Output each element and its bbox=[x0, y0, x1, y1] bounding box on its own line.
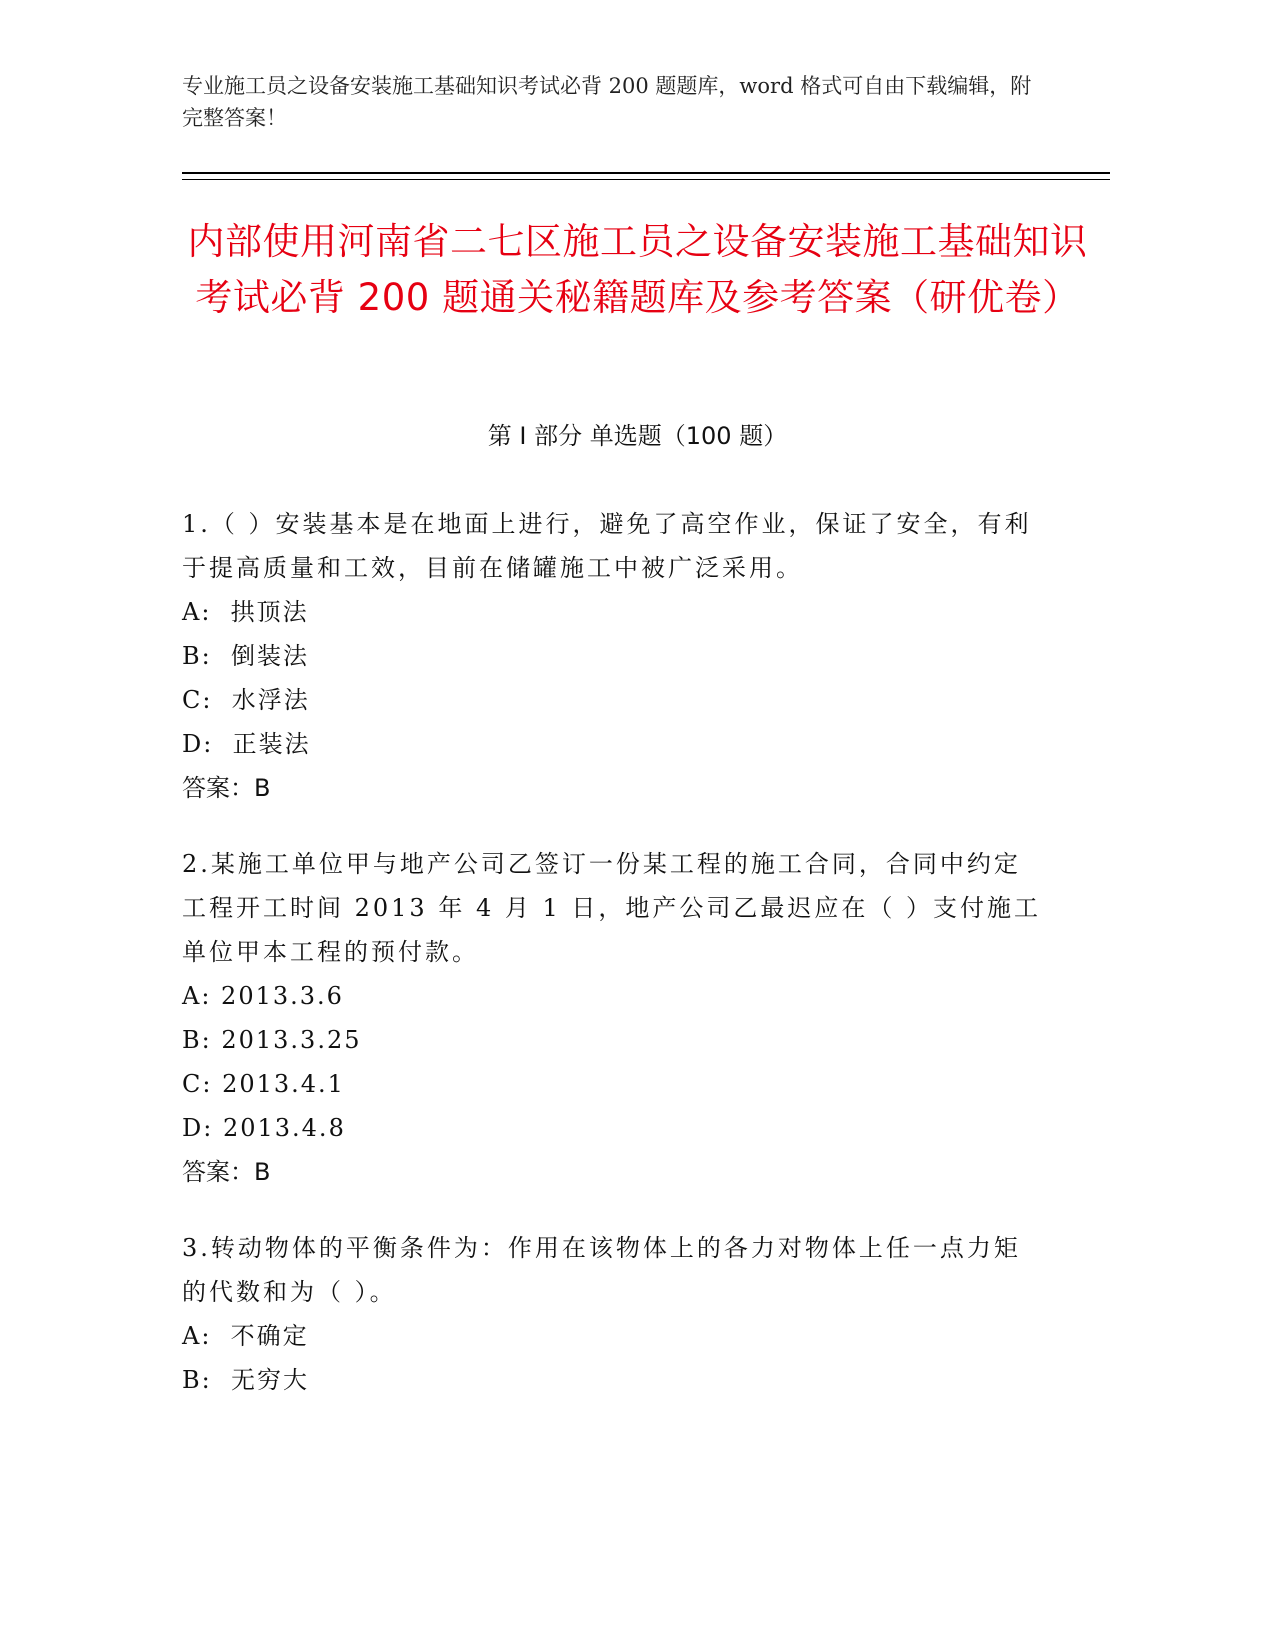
option-a: A: 不确定 bbox=[182, 1322, 309, 1350]
option-c: C: 2013.4.1 bbox=[182, 1070, 345, 1098]
question-list bbox=[182, 502, 1042, 1434]
question-stem: 1.（ ）安装基本是在地面上进行，避免了高空作业，保证了安全，有利于提高质量和工效，目前在储罐施工中被广泛采用。 bbox=[182, 510, 1032, 582]
option-c: C: 水浮法 bbox=[182, 686, 310, 714]
question-stem: 3.转动物体的平衡条件为：作用在该物体上的各力对物体上任一点力矩的代数和为（ ）。 bbox=[182, 1234, 1021, 1306]
option-b: B: 2013.3.25 bbox=[182, 1026, 362, 1054]
option-a: A: 2013.3.6 bbox=[182, 982, 344, 1010]
question-3 bbox=[182, 1226, 1042, 1402]
question-1 bbox=[182, 502, 1042, 810]
option-d: D: 2013.4.8 bbox=[182, 1114, 346, 1142]
answer-line: 答案：B bbox=[182, 774, 271, 802]
option-b: B: 无穷大 bbox=[182, 1366, 309, 1394]
document-title: 内部使用河南省二七区施工员之设备安装施工基础知识考试必背 200 题通关秘籍题库及参考答案（研优卷） bbox=[187, 220, 1088, 319]
section-heading: 第 I 部分 单选题（100 题） bbox=[487, 422, 788, 450]
question-2 bbox=[182, 842, 1042, 1194]
option-d: D: 正装法 bbox=[182, 730, 311, 758]
option-b: B: 倒装法 bbox=[182, 642, 309, 670]
answer-line: 答案：B bbox=[182, 1158, 271, 1186]
header-rule-thin bbox=[182, 179, 1110, 180]
option-a: A: 拱顶法 bbox=[182, 598, 309, 626]
header-rule-thick bbox=[182, 172, 1110, 174]
header-note: 专业施工员之设备安装施工基础知识考试必背 200 题题库，word 格式可自由下载编辑，附完整答案！ bbox=[182, 74, 1032, 130]
question-stem: 2.某施工单位甲与地产公司乙签订一份某工程的施工合同，合同中约定工程开工时间 2013 年 4 月 1 日，地产公司乙最迟应在（ ）支付施工单位甲本工程的预付款。 bbox=[182, 850, 1042, 966]
